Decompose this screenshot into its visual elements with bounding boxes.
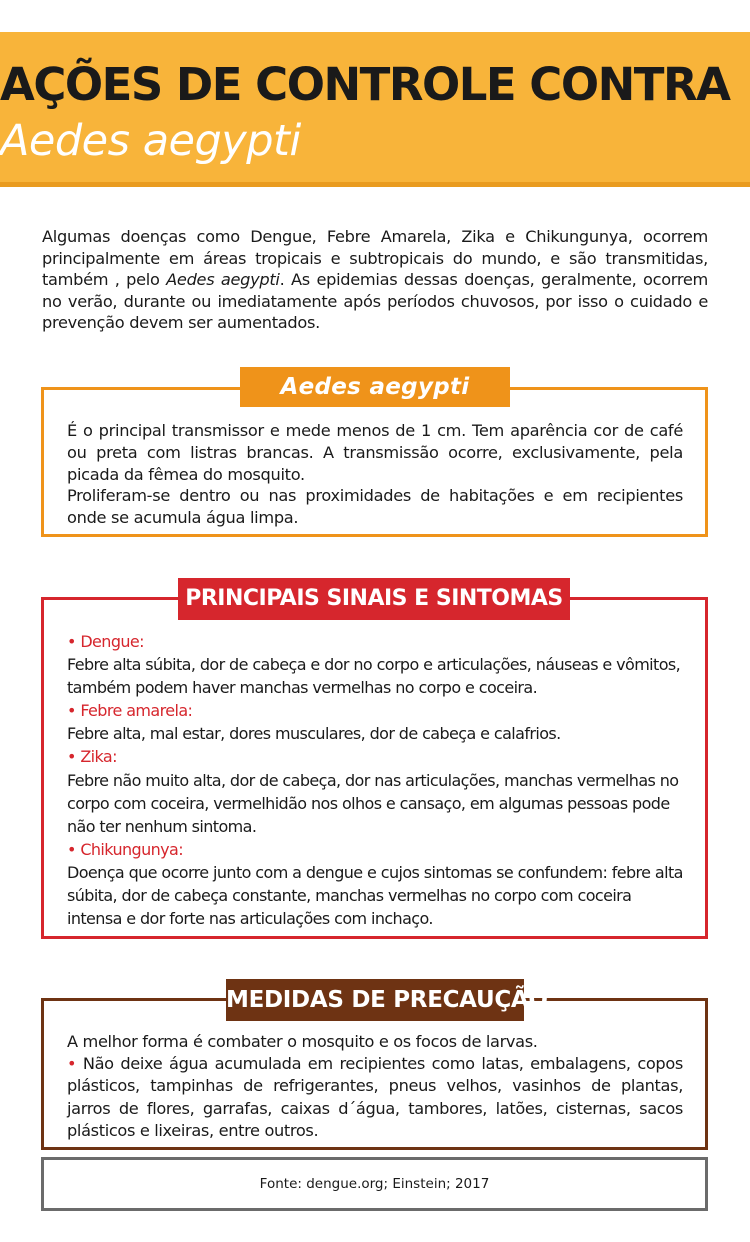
precautions-intro: A melhor forma é combater o mosquito e os focos de larvas. bbox=[67, 1032, 538, 1051]
precautions-item-text: Não deixe água acumulada em recipientes como latas, embalagens, copos plásticos, tampinhas de refrigerantes, pneus velhos, vasinhos de plantas, jarros de flores, garrafas, caixas d´água, tambores, latões, cisternas, sacos plásticos e lixeiras, entre outros. bbox=[67, 1054, 683, 1140]
symptom-text-dengue: Febre alta súbita, dor de cabeça e dor no corpo e articulações, náuseas e vômitos, também podem haver manchas vermelhas no corpo e coceira. bbox=[67, 655, 681, 698]
symptom-text-chikungunya: Doença que ocorre junto com a dengue e cujos sintomas se confundem: febre alta súbita, dor de cabeça constante, manchas vermelhas no corpo com coceira intensa e dor forte nas articulações com inchaço. bbox=[67, 862, 683, 929]
aedes-paragraph-2: Proliferam-se dentro ou nas proximidades de habitações e em recipientes onde se acumula água limpa. bbox=[67, 486, 683, 528]
aedes-section-heading: Aedes aegypti bbox=[240, 367, 510, 407]
aedes-section-body bbox=[67, 420, 683, 529]
aedes-paragraph-1: É o principal transmissor e mede menos de 1 cm. Tem aparência cor de café ou preta com listras brancas. A transmissão ocorre, exclusivamente, pela picada da fêmea do mosquito. bbox=[67, 421, 683, 484]
intro-text-start: Algumas doenças como Dengue, Febre Amarela, Zika e Chikungunya, ocorrem principalmente em áreas tropicais e subtropicais do mundo, e são transmitidas, também , pelo bbox=[42, 227, 708, 289]
page-subtitle: Aedes aegypti bbox=[0, 116, 301, 166]
bullet-icon: • bbox=[67, 1054, 77, 1074]
source-citation: Fonte: dengue.org; Einstein; 2017 bbox=[259, 1176, 490, 1192]
symptom-label-febre-amarela: • Febre amarela: bbox=[67, 701, 193, 721]
symptoms-list bbox=[67, 630, 683, 930]
intro-species-name: Aedes aegypti bbox=[166, 270, 280, 289]
page-title: AÇÕES DE CONTROLE CONTRA bbox=[0, 58, 730, 111]
symptom-text-febre-amarela: Febre alta, mal estar, dores musculares, dor de cabeça e calafrios. bbox=[67, 724, 561, 744]
symptom-label-dengue: • Dengue: bbox=[67, 632, 144, 651]
intro-paragraph bbox=[42, 226, 708, 334]
header-divider bbox=[0, 182, 750, 187]
symptom-label-chikungunya: • Chikungunya: bbox=[67, 839, 184, 859]
precautions-section-heading: MEDIDAS DE PRECAUÇÃO bbox=[226, 979, 524, 1021]
intro-text-end: . As epidemias dessas doenças, geralmente, ocorrem no verão, durante ou imediatamente após períodos chuvosos, por isso o cuidado e prevenção devem ser aumentados. bbox=[42, 270, 708, 332]
symptoms-section-heading: PRINCIPAIS SINAIS E SINTOMAS bbox=[178, 578, 570, 620]
symptom-text-zika: Febre não muito alta, dor de cabeça, dor nas articulações, manchas vermelhas no corpo com coceira, vermelhidão nos olhos e cansaço, em algumas pessoas pode não ter nenhum sintoma. bbox=[67, 770, 679, 836]
precautions-body bbox=[67, 1031, 683, 1142]
precautions-item bbox=[67, 1053, 683, 1142]
symptom-label-zika: • Zika: bbox=[67, 747, 117, 767]
